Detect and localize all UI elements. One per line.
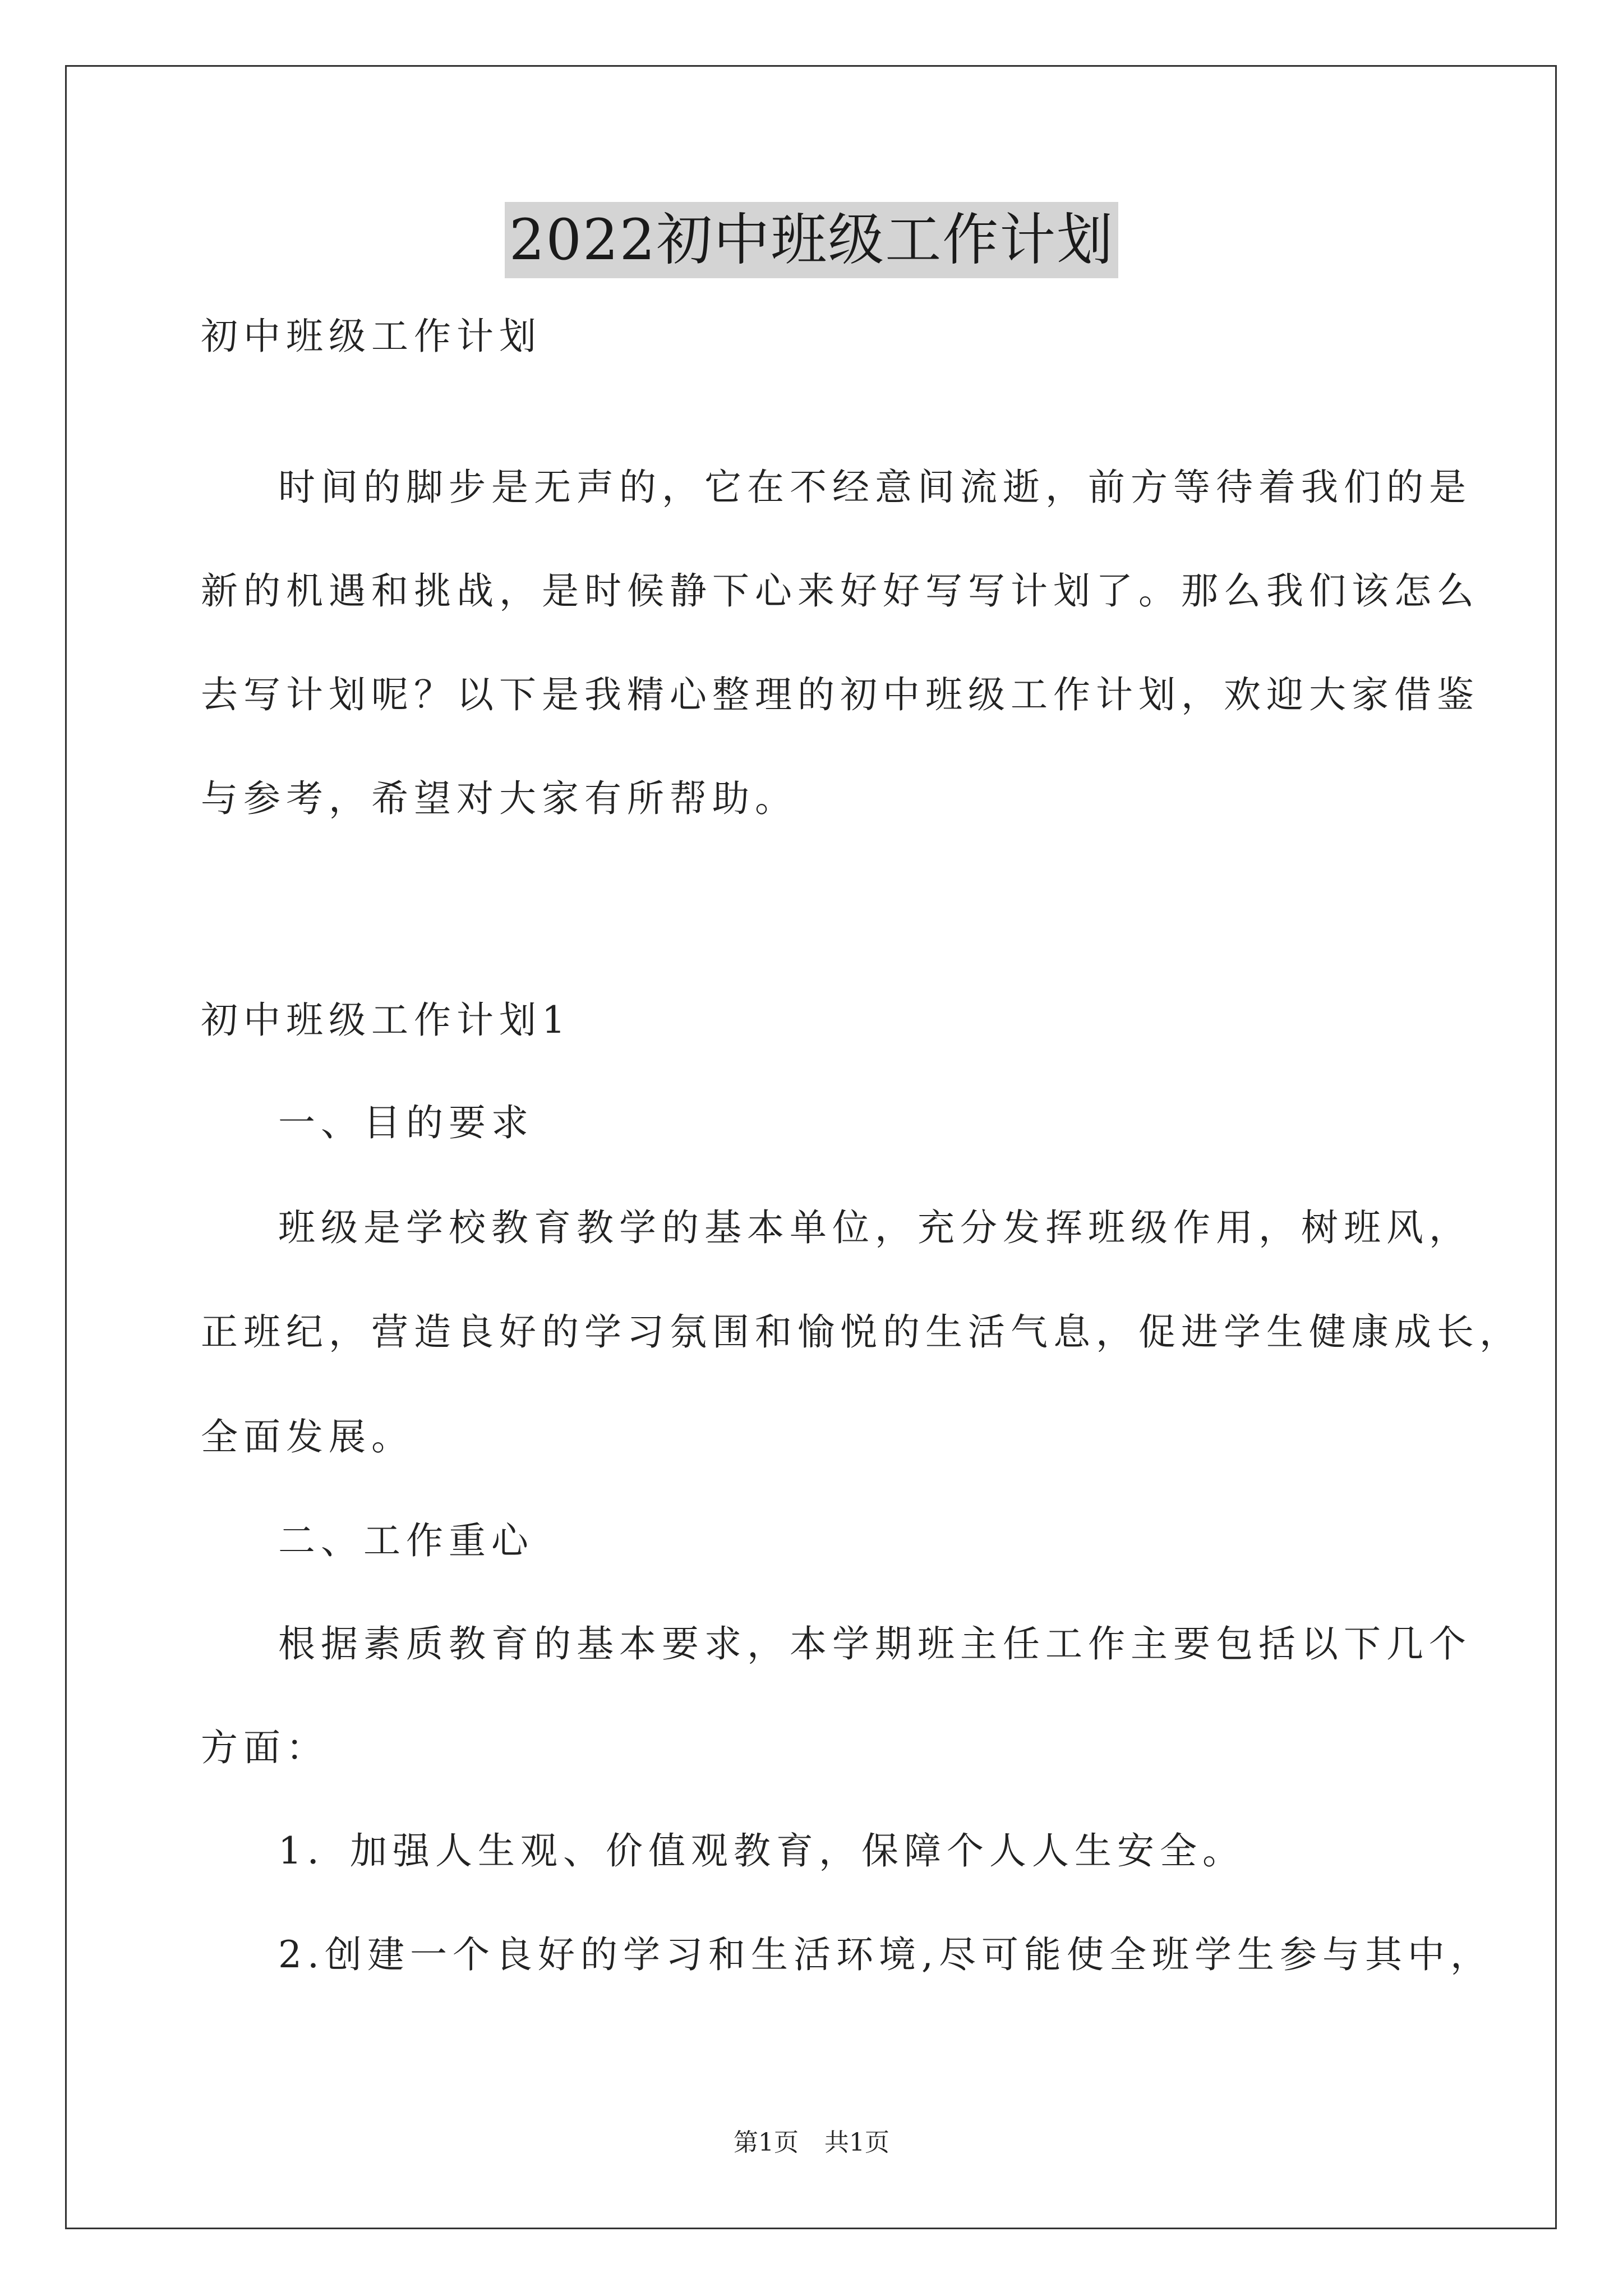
list-item: 2.创建一个良好的学习和生活环境,尽可能使全班学生参与其中， bbox=[278, 1933, 1493, 1976]
page-footer bbox=[0, 2126, 1623, 2160]
paragraph-line: 去写计划呢？以下是我精心整理的初中班级工作计划，欢迎大家借鉴 bbox=[201, 673, 1479, 716]
paragraph-line: 与参考，希望对大家有所帮助。 bbox=[201, 777, 797, 820]
subtitle-line: 初中班级工作计划 bbox=[201, 315, 542, 358]
subsection-heading: 二、工作重心 bbox=[278, 1519, 534, 1562]
title-wrap bbox=[0, 202, 1623, 278]
section-heading: 初中班级工作计划1 bbox=[201, 999, 571, 1042]
page-number: 第1页 bbox=[734, 2128, 799, 2157]
paragraph-line: 全面发展。 bbox=[201, 1415, 414, 1458]
document-title: 2022初中班级工作计划 bbox=[505, 202, 1119, 278]
paragraph-line: 根据素质教育的基本要求，本学期班主任工作主要包括以下几个 bbox=[278, 1622, 1472, 1665]
paragraph-line: 方面： bbox=[201, 1726, 329, 1769]
page-total: 共1页 bbox=[824, 2128, 889, 2157]
subsection-heading: 一、目的要求 bbox=[278, 1101, 534, 1144]
paragraph-line: 正班纪，营造良好的学习氛围和愉悦的生活气息，促进学生健康成长， bbox=[201, 1310, 1522, 1354]
paragraph-line: 时间的脚步是无声的，它在不经意间流逝，前方等待着我们的是 bbox=[278, 466, 1472, 509]
paragraph-line: 班级是学校教育教学的基本单位，充分发挥班级作用，树班风， bbox=[278, 1206, 1472, 1249]
list-item: 1．加强人生观、价值观教育，保障个人人生安全。 bbox=[278, 1829, 1245, 1872]
paragraph-line: 新的机遇和挑战，是时候静下心来好好写写计划了。那么我们该怎么 bbox=[201, 569, 1479, 613]
